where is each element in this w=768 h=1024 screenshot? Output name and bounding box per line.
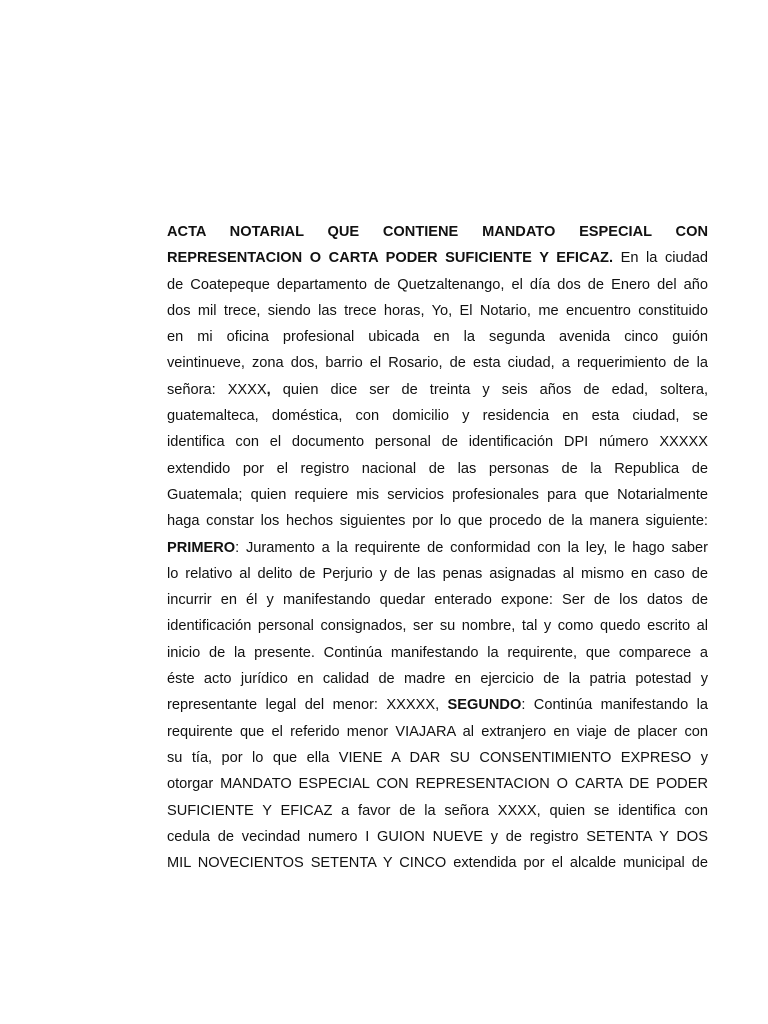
text-segment: representante legal del menor: XXXXX, (167, 697, 448, 714)
text-line (167, 666, 708, 692)
text-line (167, 272, 708, 298)
text-line (167, 561, 708, 587)
text-segment: señora: XXXX (167, 381, 267, 398)
text-segment: de Coatepeque departamento de Quetzaltenango, el día dos de Enero del año (167, 276, 708, 293)
text-line (167, 219, 708, 245)
text-segment: identificación personal consignados, ser su nombre, tal y como quedo escrito al (167, 618, 708, 635)
text-segment: requirente que el referido menor VIAJARA al extranjero en viaje de placer con (167, 723, 708, 740)
text-segment: MIL NOVECIENTOS SETENTA Y CINCO extendida por el alcalde municipal de (167, 855, 708, 872)
text-segment: incurrir en él y manifestando quedar enterado expone: Ser de los datos de (167, 592, 708, 609)
text-line (167, 482, 708, 508)
text-line (167, 640, 708, 666)
bold-text-segment: , (266, 381, 271, 398)
text-line (167, 535, 708, 561)
text-line (167, 798, 708, 824)
text-segment: guatemalteca, doméstica, con domicilio y residencia en esta ciudad, se (167, 408, 708, 425)
text-segment: haga constar los hechos siguientes por lo que procedo de la manera siguiente: (167, 513, 708, 530)
text-segment: extendido por el registro nacional de las personas de la Republica de (167, 460, 708, 477)
text-line (167, 508, 708, 534)
bold-text-segment: REPRESENTACION O CARTA PODER SUFICIENTE Y EFICAZ. (167, 250, 614, 267)
text-line (167, 324, 708, 350)
text-line (167, 824, 708, 850)
text-line (167, 245, 708, 271)
text-segment: veintinueve, zona dos, barrio el Rosario, de esta ciudad, a requerimiento de la (167, 355, 708, 372)
text-line (167, 613, 708, 639)
text-segment: éste acto jurídico en calidad de madre en ejercicio de la patria potestad y (167, 671, 708, 688)
text-segment: En la ciudad (613, 250, 708, 267)
text-line (167, 429, 708, 455)
document-body (167, 219, 708, 876)
text-segment: quien dice ser de treinta y seis años de edad, soltera, (270, 381, 708, 398)
text-line (167, 377, 708, 403)
text-segment: dos mil trece, siendo las trece horas, Yo, El Notario, me encuentro constituido (167, 302, 708, 319)
text-segment: Guatemala; quien requiere mis servicios profesionales para que Notarialmente (167, 486, 708, 503)
text-line (167, 719, 708, 745)
text-segment: : Juramento a la requirente de conformidad con la ley, le hago saber (235, 539, 708, 556)
text-line (167, 850, 708, 876)
text-segment: lo relativo al delito de Perjurio y de las penas asignadas al mismo en caso de (167, 565, 708, 582)
text-segment: SUFICIENTE Y EFICAZ a favor de la señora XXXX, quien se identifica con (167, 802, 708, 819)
text-line (167, 350, 708, 376)
text-segment: su tía, por lo que ella VIENE A DAR SU CONSENTIMIENTO EXPRESO y (167, 749, 708, 766)
text-segment: otorgar MANDATO ESPECIAL CON REPRESENTACION O CARTA DE PODER (167, 776, 708, 793)
text-line (167, 456, 708, 482)
text-segment: cedula de vecindad numero I GUION NUEVE y de registro SETENTA Y DOS (167, 828, 708, 845)
text-line (167, 298, 708, 324)
text-line (167, 745, 708, 771)
text-line (167, 692, 708, 718)
text-segment: : Continúa manifestando la (521, 697, 708, 714)
text-segment: en mi oficina profesional ubicada en la segunda avenida cinco guión (167, 329, 708, 346)
text-line (167, 587, 708, 613)
text-line (167, 403, 708, 429)
text-segment: inicio de la presente. Continúa manifestando la requirente, que comparece a (167, 644, 708, 661)
text-segment: identifica con el documento personal de identificación DPI número XXXXX (167, 434, 708, 451)
bold-text-segment: SEGUNDO (447, 697, 522, 714)
bold-text-segment: PRIMERO (167, 539, 236, 556)
text-line (167, 771, 708, 797)
bold-text-segment: ACTA NOTARIAL QUE CONTIENE MANDATO ESPECIAL CON (167, 224, 708, 240)
